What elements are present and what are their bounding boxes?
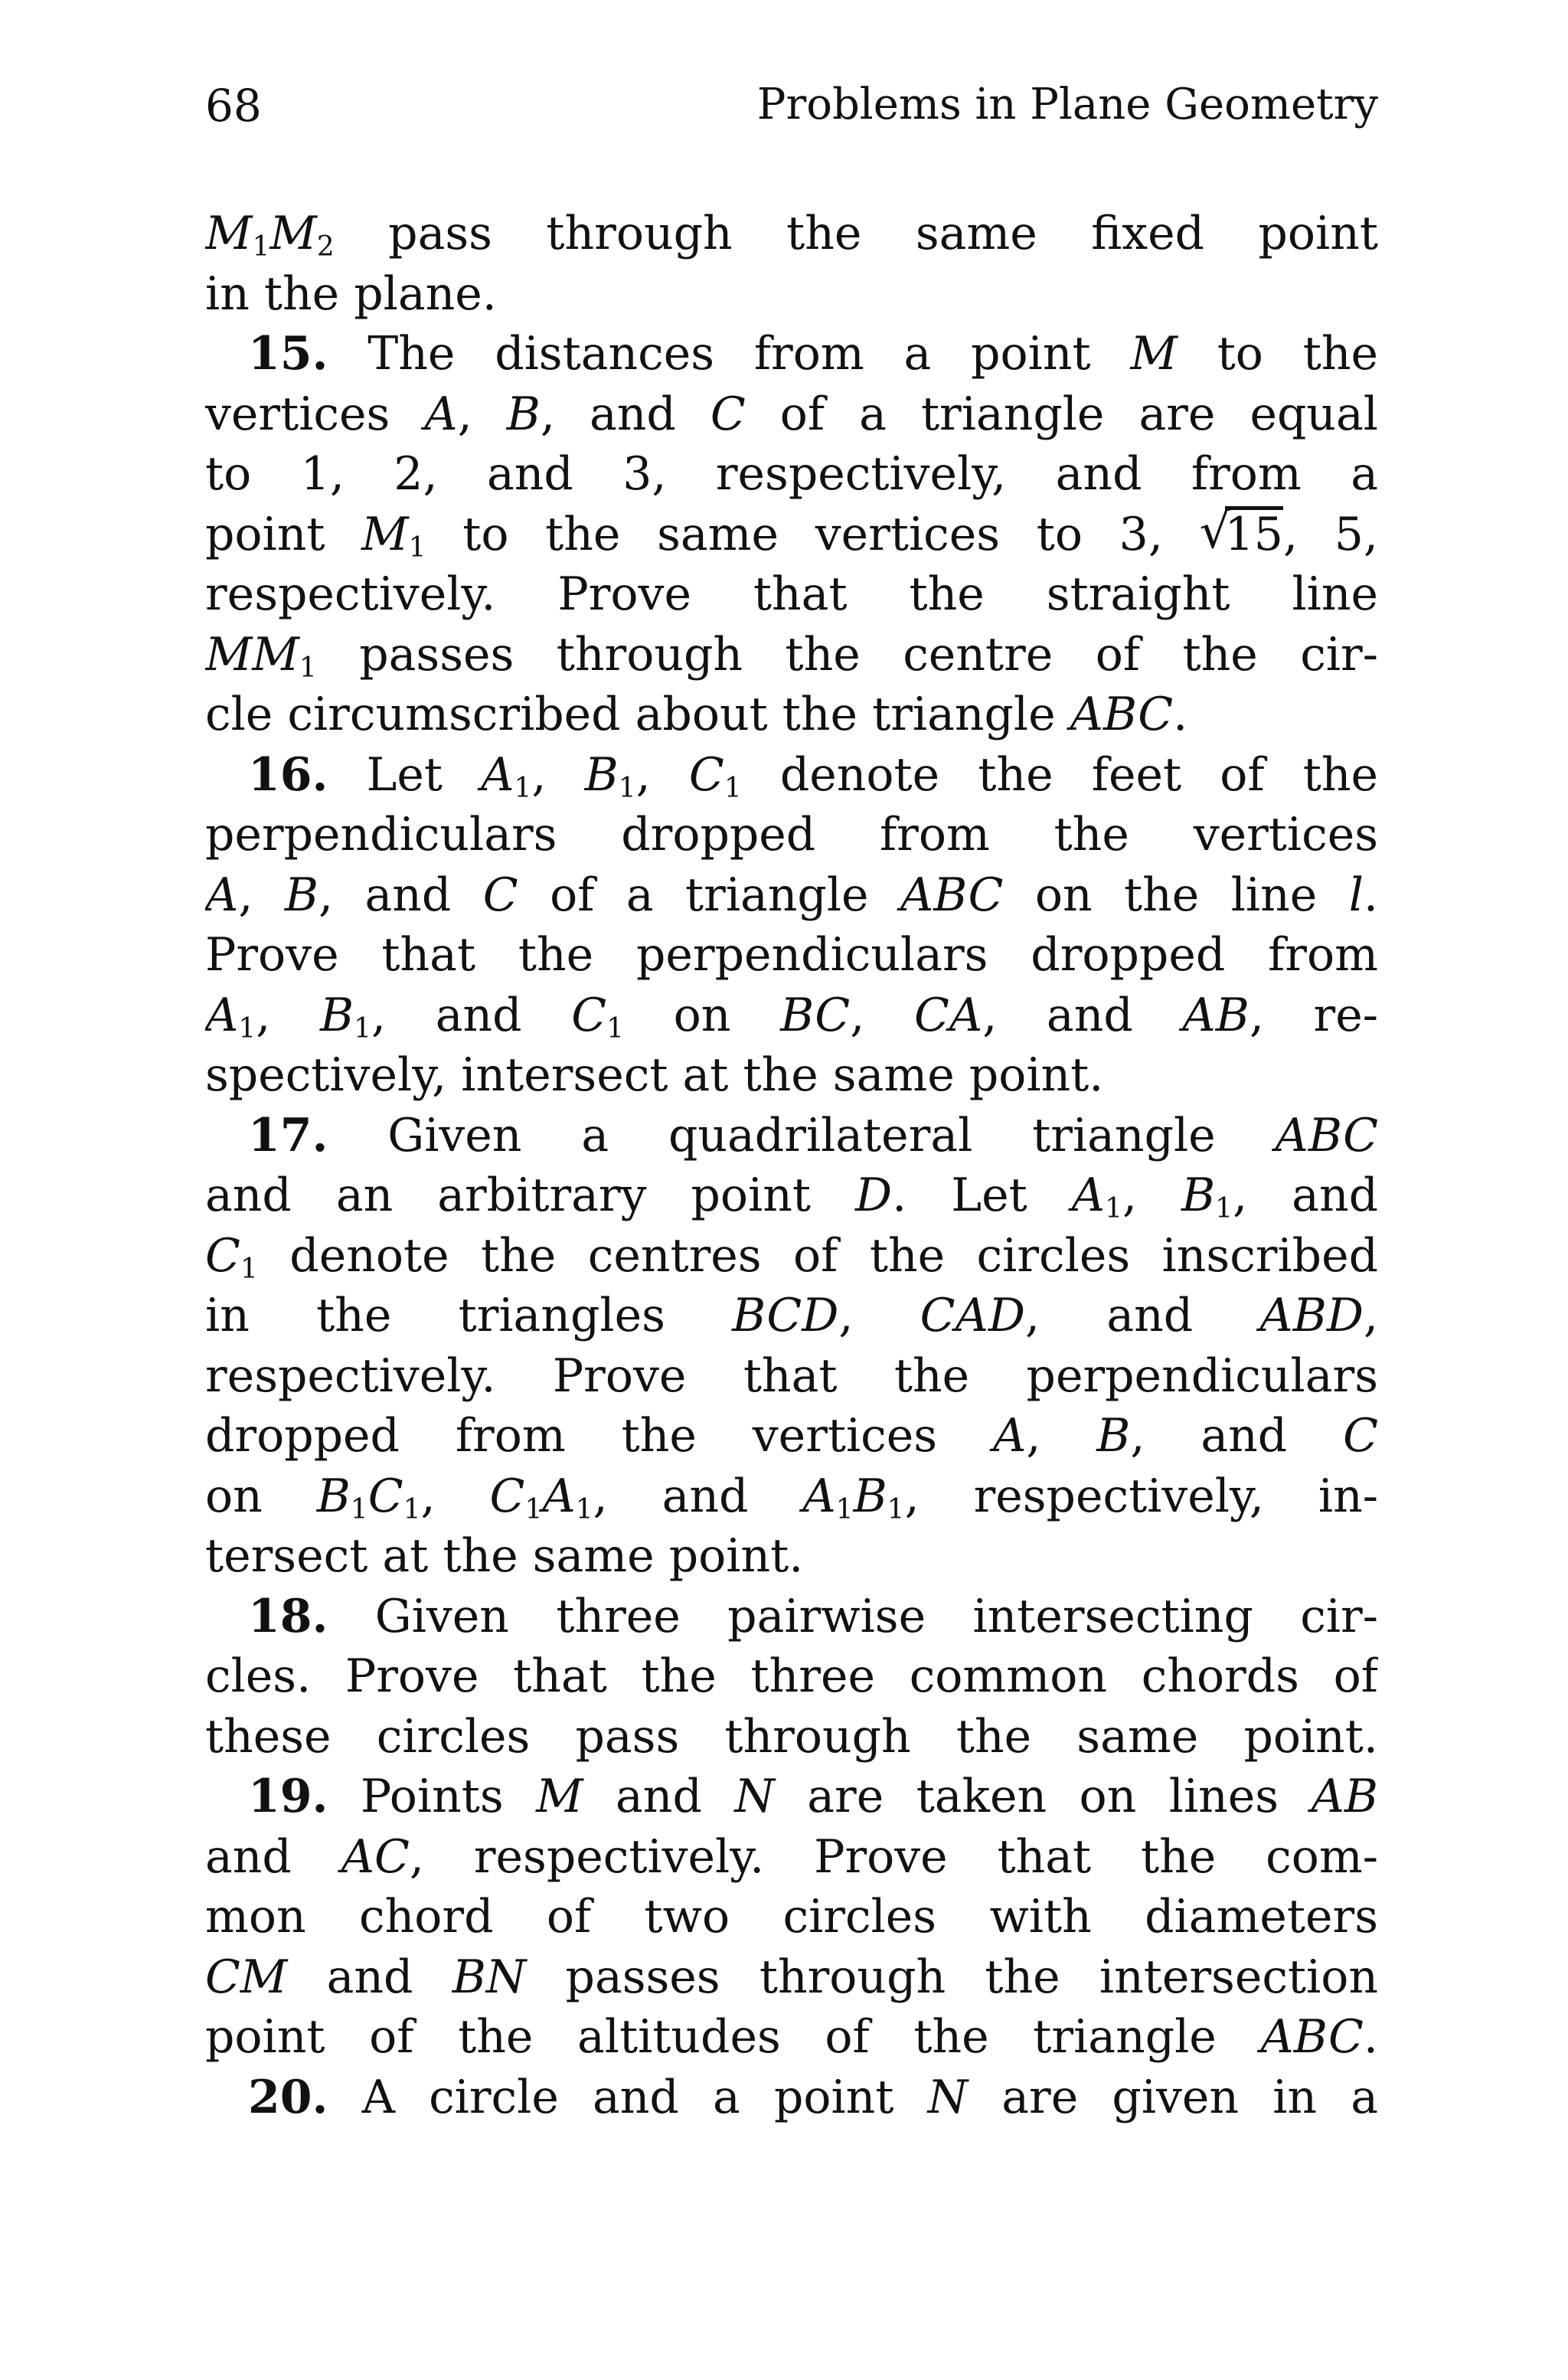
text-line: vertices A, B, and C of a triangle are equal — [205, 387, 1378, 441]
problem-15: 15. The distances from a point M to the — [248, 327, 1378, 381]
text-line: and AC, respectively. Prove that the com- — [205, 1829, 1378, 1884]
page-number: 68 — [205, 80, 262, 132]
problem-number: 17. — [248, 1108, 328, 1162]
text-line: CM and BN passes through the intersection — [205, 1950, 1378, 2004]
text-line: $MM_1$ passes through the centre of the cir- — [205, 627, 1378, 684]
text-line: point $M_1$ to the same vertices to 3, √ 15, 5, — [205, 505, 1378, 565]
problem-16: 16. Let $A_1$, $B_1$, $C_1$ denote the feet of the — [248, 747, 1378, 804]
page-header — [205, 80, 1378, 141]
problem-17: 17. Given a quadrilateral triangle ABC — [248, 1108, 1378, 1162]
text-line: perpendiculars dropped from the vertices — [205, 808, 1378, 861]
problem-19: 19. Points M and N are taken on lines AB — [248, 1770, 1378, 1823]
problem-number: 20. — [248, 2070, 328, 2124]
problem-number: 19. — [248, 1770, 328, 1823]
text-line: tersect at the same point. — [205, 1529, 804, 1583]
text-line: respectively. Prove that the perpendiculars — [205, 1349, 1378, 1403]
text-line: respectively. Prove that the straight line — [205, 567, 1378, 621]
text-line: cle circumscribed about the triangle ABC. — [205, 688, 1188, 741]
text-line: spectively, intersect at the same point. — [205, 1048, 1104, 1102]
text-line: Prove that the perpendiculars dropped from — [205, 928, 1378, 982]
text-line: A, B, and C of a triangle ABC on the line l. — [205, 868, 1378, 922]
text-line: mon chord of two circles with diameters — [205, 1890, 1378, 1944]
text-line: to 1, 2, and 3, respectively, and from a — [205, 447, 1378, 501]
text-line: in the triangles BCD, CAD, and ABD, — [205, 1289, 1378, 1342]
problem-18: 18. Given three pairwise intersecting cir- — [248, 1589, 1378, 1643]
square-root: √ 15 — [1200, 505, 1283, 565]
text-line: in the plane. — [205, 266, 497, 321]
problem-number: 15. — [248, 327, 328, 381]
text-line: cles. Prove that the three common chords of — [205, 1649, 1378, 1703]
text-line: $A_1$, $B_1$, and $C_1$ on BC, CA, and AB, re- — [205, 988, 1378, 1045]
text-line: and an arbitrary point D. Let $A_1$, $B_1$, and — [205, 1169, 1378, 1224]
text-line: $C_1$ denote the centres of the circles inscribed — [205, 1228, 1378, 1285]
problem-20: 20. A circle and a point N are given in a — [248, 2070, 1378, 2124]
problem-number: 18. — [248, 1589, 328, 1643]
text-line: point of the altitudes of the triangle ABC. — [205, 2010, 1378, 2064]
text-line: these circles pass through the same point. — [205, 1709, 1378, 1764]
page-body — [205, 204, 1378, 2127]
running-title: Problems in Plane Geometry — [756, 80, 1378, 129]
text-line: on $B_1C_1$, $C_1A_1$, and $A_1B_1$, respectively, in- — [205, 1469, 1378, 1525]
problem-number: 16. — [248, 747, 328, 802]
text-line: $M_1M_2$ pass through the same fixed point — [205, 207, 1378, 263]
text-line: dropped from the vertices A, B, and C — [205, 1409, 1378, 1463]
